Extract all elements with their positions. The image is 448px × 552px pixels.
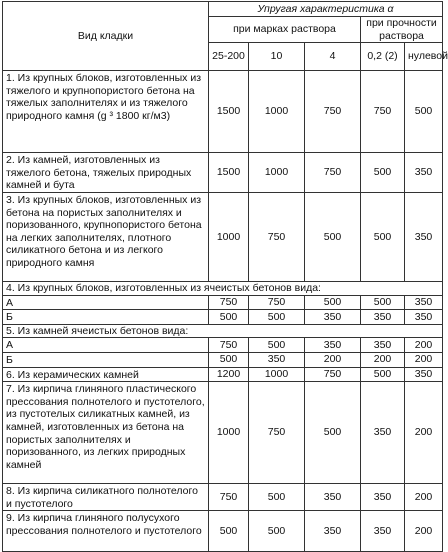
masonry-type-label: Б [3,352,209,367]
value-cell: 350 [361,511,405,552]
table-row [3,71,443,153]
value-cell: 500 [249,338,305,353]
table-row [3,352,443,367]
value-cell: 350 [361,338,405,353]
value-cell: 350 [405,295,443,310]
value-cell: 750 [305,71,361,153]
table-row [3,484,443,511]
header-grade: 10 [249,43,305,71]
header-grade: нулевой [405,43,443,71]
value-cell: 200 [405,352,443,367]
header-masonry-type: Вид кладки [3,2,209,71]
value-cell: 1000 [249,153,305,193]
masonry-type-label: 7. Из кирпича глиняного пластического прессования полнотелого и пустотелого, из пустотелых силикатных камней, из камней, изготовленных из бетона на пористых заполнителях и поризованного, из легких природных камней [3,382,209,484]
table-body [3,2,448,552]
value-cell: 750 [209,484,249,511]
value-cell: 350 [305,338,361,353]
masonry-type-label: Б [3,310,209,325]
value-cell: 500 [405,71,443,153]
value-cell: 200 [405,511,443,552]
section-label: 5. Из камней ячеистых бетонов вида: [3,324,443,338]
value-cell: 750 [249,382,305,484]
value-cell: 1000 [209,382,249,484]
table-row [3,382,443,484]
value-cell: 350 [405,310,443,325]
value-cell: 350 [361,382,405,484]
value-cell: 750 [249,192,305,281]
table-row [3,153,443,193]
masonry-type-label: 2. Из камней, изготовленных из тяжелого бетона, тяжелых природных камней и бута [3,153,209,193]
masonry-type-label: 8. Из кирпича силикатного полнотелого и пустотелого [3,484,209,511]
value-cell: 750 [305,367,361,382]
table-row [3,192,443,281]
value-cell: 500 [361,192,405,281]
value-cell: 500 [361,295,405,310]
value-cell: 1200 [209,367,249,382]
table-row [3,338,443,353]
value-cell: 350 [305,484,361,511]
value-cell: 350 [405,367,443,382]
section-row [3,281,443,295]
masonry-type-label: 9. Из кирпича глиняного полусухого прессования полнотелого и пустотелого [3,511,209,552]
header-elastic-characteristic: Упругая характеристика α [209,2,443,17]
value-cell: 750 [209,295,249,310]
table-row [3,295,443,310]
value-cell: 500 [305,192,361,281]
value-cell: 500 [209,310,249,325]
masonry-type-label: 3. Из крупных блоков, изготовленных из бетона на пористых заполнителях и поризованного, крупнопористого бетона на легких заполнителях, плотного силикатного бетона и из легкого природного камня [3,192,209,281]
value-cell: 1000 [249,367,305,382]
header-by-mortar-strength: при прочности раствора [361,17,443,43]
value-cell: 350 [361,484,405,511]
value-cell: 350 [405,192,443,281]
value-cell: 1500 [209,153,249,193]
value-cell: 500 [305,382,361,484]
value-cell: 200 [361,352,405,367]
value-cell: 500 [361,367,405,382]
header-by-mortar-grade: при марках раствора [209,17,361,43]
value-cell: 350 [361,310,405,325]
value-cell: 500 [361,153,405,193]
value-cell: 750 [249,295,305,310]
value-cell: 350 [305,310,361,325]
masonry-elasticity-table [2,1,448,552]
masonry-type-label: А [3,338,209,353]
value-cell: 200 [405,382,443,484]
masonry-type-label: А [3,295,209,310]
value-cell: 750 [305,153,361,193]
value-cell: 500 [249,310,305,325]
value-cell: 500 [305,295,361,310]
value-cell: 1500 [209,71,249,153]
value-cell: 200 [405,484,443,511]
header-grade: 4 [305,43,361,71]
value-cell: 1000 [209,192,249,281]
table-row [3,310,443,325]
value-cell: 750 [361,71,405,153]
section-row [3,324,443,338]
value-cell: 350 [405,153,443,193]
header-row-1 [3,2,443,17]
value-cell: 200 [305,352,361,367]
value-cell: 500 [249,511,305,552]
value-cell: 350 [305,511,361,552]
value-cell: 500 [209,511,249,552]
value-cell: 200 [405,338,443,353]
table-row [3,511,443,552]
section-label: 4. Из крупных блоков, изготовленных из ячеистых бетонов вида: [3,281,443,295]
value-cell: 350 [249,352,305,367]
header-grade: 0,2 (2) [361,43,405,71]
table-row [3,367,443,382]
header-grade: 25-200 [209,43,249,71]
masonry-type-label: 1. Из крупных блоков, изготовленных из тяжелого и крупнопористого бетона на тяжелых заполнителях и из тяжелого природного камня (g ³ 1800 кг/м3) [3,71,209,153]
value-cell: 500 [249,484,305,511]
masonry-type-label: 6. Из керамических камней [3,367,209,382]
value-cell: 1000 [249,71,305,153]
value-cell: 500 [209,352,249,367]
value-cell: 750 [209,338,249,353]
